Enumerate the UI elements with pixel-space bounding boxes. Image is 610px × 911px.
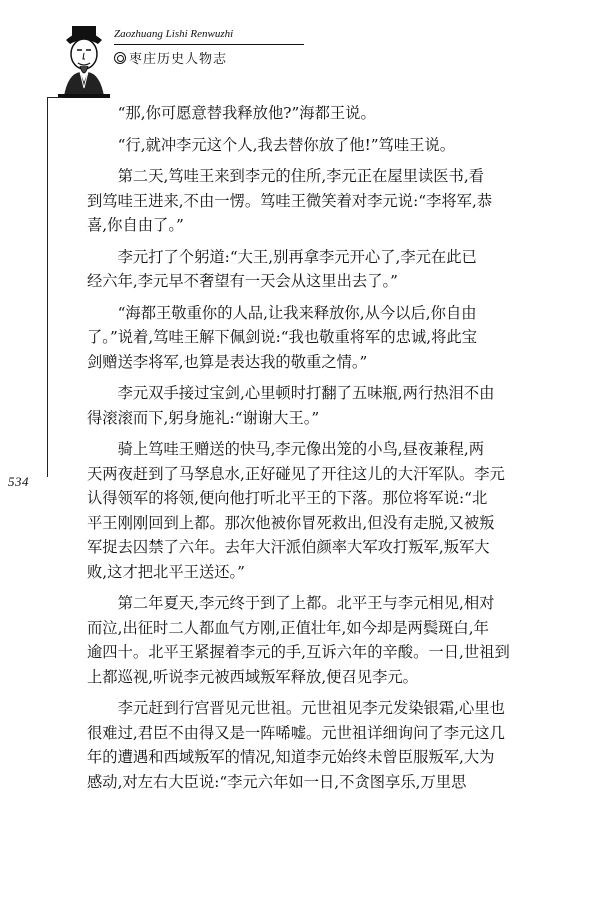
text-line: 败,这才把北平王送还。” — [87, 562, 246, 581]
paragraph-gap — [87, 157, 553, 164]
text-line: 逾四十。北平王紧握着李元的手,互诉六年的辛酸。一日,世祖到 — [87, 643, 510, 661]
scholar-portrait-icon — [58, 22, 110, 98]
paragraph-gap — [87, 126, 553, 133]
paragraph — [87, 437, 553, 584]
paragraph-gap — [87, 584, 553, 591]
paragraph-gap — [87, 294, 553, 301]
text-line: 平王刚刚回到上都。那次他被你冒死救出,但没有走脱,又被叛 — [87, 513, 495, 532]
text-line: 第二天,笃哇王来到李元的住所,李元正在屋里读医书,看 — [87, 167, 485, 185]
margin-rule — [47, 97, 48, 477]
text-line: 剑赠送李将军,也算是表达我的敬重之情。” — [87, 352, 368, 371]
text-line: “行,就冲李元这个人,我去替你放了他!”笃哇王说。 — [87, 135, 456, 154]
text-line: “海都王敬重你的人品,让我来释放你,从今以后,你自由 — [87, 303, 477, 322]
body-text — [87, 101, 553, 794]
text-line: 而泣,出征时二人都血气方刚,正值壮年,如今却是两鬓斑白,年 — [87, 618, 489, 637]
text-line: 得滚滚而下,躬身施礼:“谢谢大王。” — [87, 408, 320, 427]
paragraph-gap — [87, 374, 553, 381]
text-line: 骑上笃哇王赠送的快马,李元像出笼的小鸟,昼夜兼程,两 — [87, 440, 485, 458]
series-title-en: Zaozhuang Lishi Renwuzhi — [114, 28, 234, 40]
paragraph — [87, 696, 553, 794]
text-line: 了。”说着,笃哇王解下佩剑说:“我也敬重将军的忠诚,将此宝 — [87, 328, 477, 346]
text-line: 李元双手接过宝剑,心里顿时打翻了五味瓶,两行热泪不由 — [87, 384, 495, 402]
paragraph-gap — [87, 689, 553, 696]
text-line: 天两夜赶到了马孥息水,正好碰见了开往这儿的大汗军队。李元 — [87, 464, 505, 483]
paragraph — [87, 245, 553, 294]
paragraph — [87, 133, 553, 158]
paragraph — [87, 591, 553, 689]
text-line: 经六年,李元早不奢望有一天会从这里出去了。” — [87, 272, 398, 290]
paragraph — [87, 164, 553, 238]
text-line: 感动,对左右大臣说:“李元六年如一日,不贪图享乐,万里思 — [87, 772, 467, 791]
text-line: 第二年夏天,李元终于到了上都。北平王与李元相见,相对 — [87, 594, 495, 612]
margin-rule-tick — [47, 97, 63, 98]
header-rule — [114, 44, 304, 45]
text-line: 李元赶到行宫晋见元世祖。元世祖见李元发染银霜,心里也 — [87, 699, 505, 717]
text-line: 认得领军的将领,便向他打听北平王的下落。那位将军说:“北 — [87, 489, 488, 507]
paragraph — [87, 101, 553, 126]
circle-bullet-icon — [114, 52, 126, 64]
text-line: 上都巡视,听说李元被西域叛军释放,便召见李元。 — [87, 667, 418, 686]
text-line: 喜,你自由了。” — [87, 216, 184, 234]
paragraph — [87, 381, 553, 430]
text-line: 李元打了个躬道:“大王,别再拿李元开心了,李元在此已 — [87, 247, 477, 266]
series-title-cn: 枣庄历史人物志 — [129, 52, 228, 67]
text-line: 很难过,君臣不由得又是一阵唏嘘。元世祖详细询问了李元这几 — [87, 723, 505, 742]
text-line: 到笃哇王进来,不由一愣。笃哇王微笑着对李元说:“李将军,恭 — [87, 191, 493, 210]
paragraph-gap — [87, 430, 553, 437]
page-number: 534 — [8, 474, 29, 489]
series-title-cn-wrapper — [114, 48, 227, 67]
paragraph-gap — [87, 238, 553, 245]
running-header — [58, 22, 388, 100]
text-line: 年的遭遇和西域叛军的情况,知道李元始终未曾臣服叛军,大为 — [87, 748, 495, 766]
text-line: “那,你可愿意替我释放他?”海都王说。 — [87, 104, 376, 122]
paragraph — [87, 301, 553, 375]
text-line: 军捉去囚禁了六年。去年大汗派伯颜率大军攻打叛军,叛军大 — [87, 538, 490, 556]
